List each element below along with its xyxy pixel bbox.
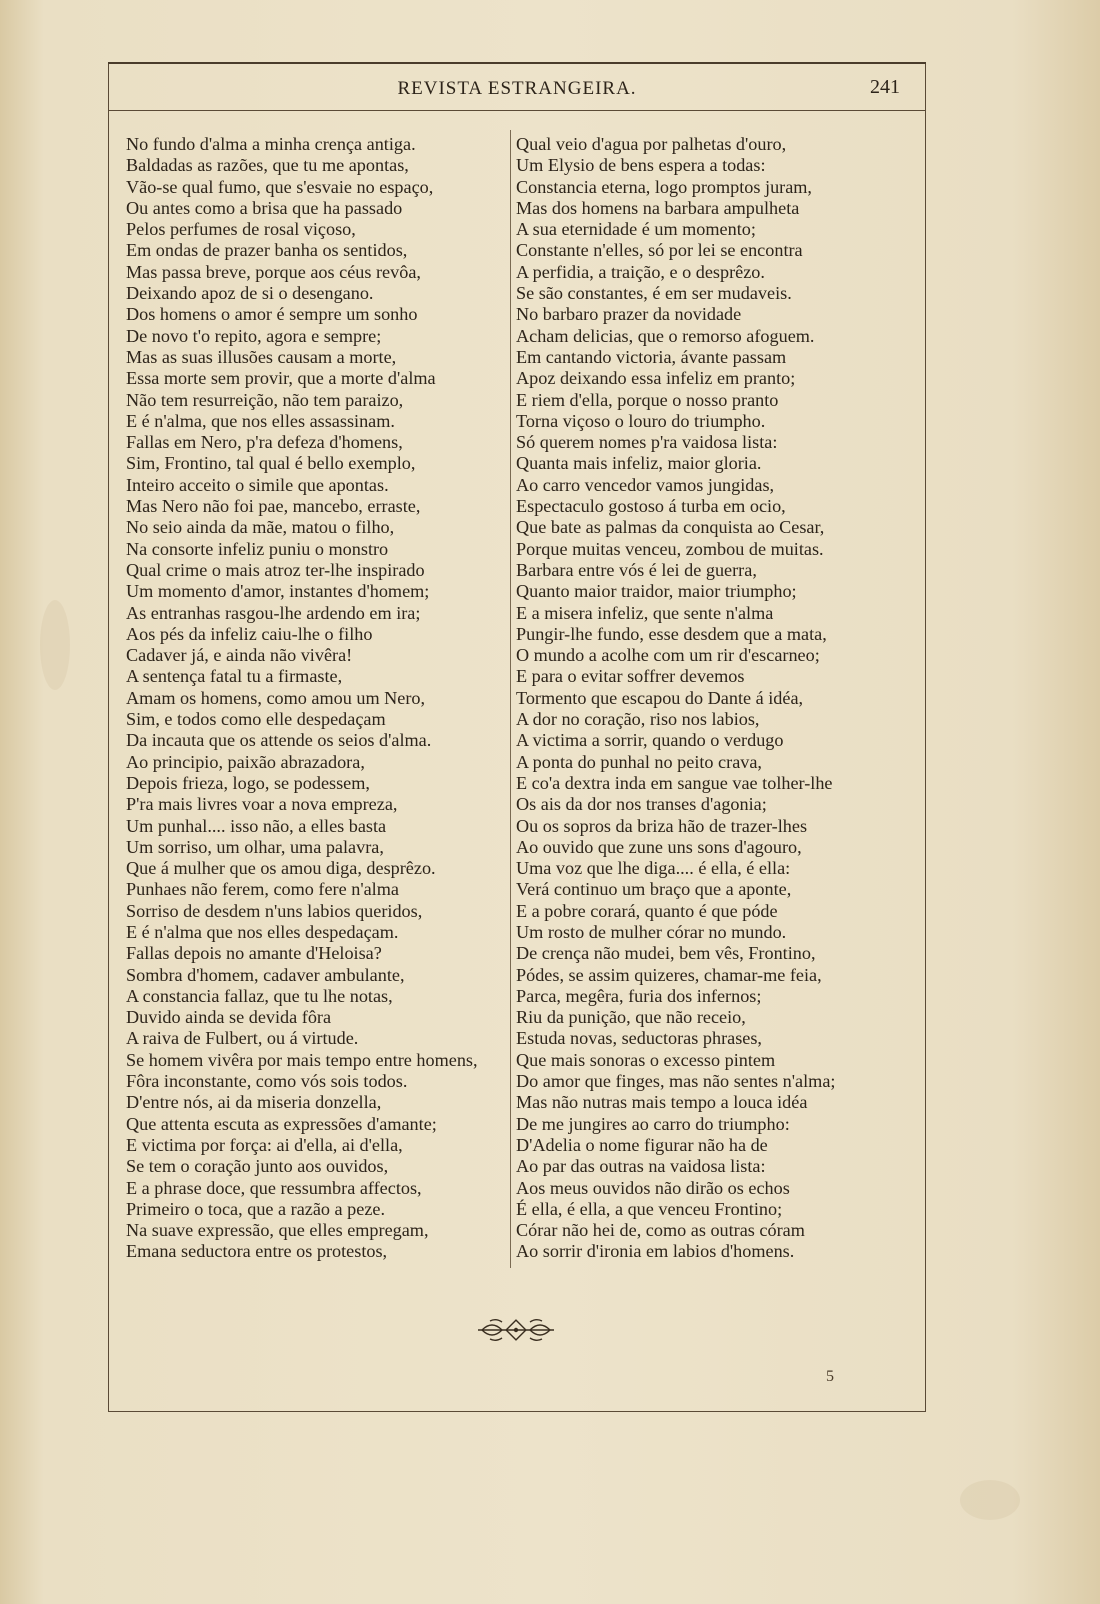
poem-line: Se tem o coração junto aos ouvidos,	[126, 1156, 389, 1177]
poem-line: Ou antes como a brisa que ha passado	[126, 197, 403, 218]
poem-line: Depois frieza, logo, se podessem,	[126, 772, 370, 793]
poem-line: A sentença fatal tu a firmaste,	[126, 666, 343, 687]
paper-stain	[960, 1480, 1020, 1520]
poem-line: Só querem nomes p'ra vaidosa lista:	[516, 432, 778, 453]
poem-line: Ao ouvido que zune uns sons d'agouro,	[516, 836, 802, 857]
poem-line: Sim, e todos como elle despedaçam	[126, 709, 386, 730]
poem-line: Um sorriso, um olhar, uma palavra,	[126, 836, 384, 857]
poem-line: Ao principio, paixão abrazadora,	[126, 751, 365, 772]
poem-line: Fôra inconstante, como vós sois todos.	[126, 1071, 408, 1092]
poem-line: D'entre nós, ai da miseria donzella,	[126, 1092, 382, 1113]
poem-line: Qual crime o mais atroz ter-lhe inspirado	[126, 559, 425, 580]
poem-line: Torna viçoso o louro do triumpho.	[516, 410, 766, 431]
poem-line: Apoz deixando essa infeliz em pranto;	[516, 368, 796, 389]
poem-line: Fallas em Nero, p'ra defeza d'homens,	[126, 432, 403, 453]
poem-line: Não tem resurreição, não tem paraizo,	[126, 389, 404, 410]
poem-line: D'Adelia o nome figurar não ha de	[516, 1134, 768, 1155]
poem-line: Baldadas as razões, que tu me apontas,	[126, 155, 409, 176]
poem-line: Um rosto de mulher córar no mundo.	[516, 921, 787, 942]
poem-line: Punhaes não ferem, como fere n'alma	[126, 879, 399, 900]
poem-line: As entranhas rasgou-lhe ardendo em ira;	[126, 602, 421, 623]
poem-line: Um momento d'amor, instantes d'homem;	[126, 581, 430, 602]
poem-line: É ella, é ella, a que venceu Frontino;	[516, 1198, 783, 1219]
poem-line: Em ondas de prazer banha os sentidos,	[126, 240, 408, 261]
poem-line: Que bate as palmas da conquista ao Cesar,	[516, 517, 825, 538]
poem-line: Se são constantes, é em ser mudaveis.	[516, 283, 792, 304]
poem-line: Da incauta que os attende os seios d'alma.	[126, 730, 432, 751]
poem-line: Emana seductora entre os protestos,	[126, 1241, 388, 1262]
poem-line: No barbaro prazer da novidade	[516, 304, 742, 325]
poem-line: P'ra mais livres voar a nova empreza,	[126, 794, 398, 815]
poem-line: Dos homens o amor é sempre um sonho	[126, 304, 418, 325]
poem-line: Ao sorrir d'ironia em labios d'homens.	[516, 1241, 795, 1262]
poem-line: De crença não mudei, bem vês, Frontino,	[516, 943, 816, 964]
poem-line: Em cantando victoria, ávante passam	[516, 346, 787, 367]
poem-line: Qual veio d'agua por palhetas d'ouro,	[516, 134, 787, 154]
poem-line: Mas não nutras mais tempo a louca idéa	[516, 1092, 808, 1113]
poem-line: A ponta do punhal no peito crava,	[516, 751, 762, 772]
end-ornament	[476, 1316, 556, 1344]
poem-line: O mundo a acolhe com um rir d'escarneo;	[516, 645, 820, 666]
poem-line: Barbara entre vós é lei de guerra,	[516, 559, 757, 580]
poem-line: A dor no coração, riso nos labios,	[516, 709, 760, 730]
poem-left-column	[126, 134, 510, 1263]
poem-line: E para o evitar soffrer devemos	[516, 666, 745, 687]
poem-line: E é n'alma que nos elles despedaçam.	[126, 921, 399, 942]
poem-line: Ao par das outras na vaidosa lista:	[516, 1156, 766, 1177]
poem-line: De me jungires ao carro do triumpho:	[516, 1113, 790, 1134]
poem-line: Aos meus ouvidos não dirão os echos	[516, 1177, 790, 1198]
poem-line: De novo t'o repito, agora e sempre;	[126, 325, 382, 346]
poem-line: Na suave expressão, que elles empregam,	[126, 1220, 429, 1241]
poem-line: Sorriso de desdem n'uns labios queridos,	[126, 900, 423, 921]
poem-line: Constante n'elles, só por lei se encontra	[516, 240, 803, 261]
poem-line: Pódes, se assim quizeres, chamar-me feia,	[516, 964, 822, 985]
poem-line: E victima por força: ai d'ella, ai d'ella,	[126, 1134, 403, 1155]
poem-line: No fundo d'alma a minha crença antiga.	[126, 134, 416, 154]
poem-line: E é n'alma, que nos elles assassinam.	[126, 410, 395, 431]
poem-line: Quanta mais infeliz, maior gloria.	[516, 453, 762, 474]
poem-line: Do amor que finges, mas não sentes n'alma;	[516, 1071, 836, 1092]
poem-line: A raiva de Fulbert, ou á virtude.	[126, 1028, 359, 1049]
poem-line: Inteiro acceito o simile que apontas.	[126, 474, 389, 495]
column-divider	[510, 130, 511, 1268]
poem-line: Riu da punição, que não receio,	[516, 1007, 746, 1028]
poem-line: Duvido ainda se devida fôra	[126, 1007, 332, 1028]
poem-line: Porque muitas venceu, zombou de muitas.	[516, 538, 824, 559]
poem-line: Deixando apoz de si o desengano.	[126, 283, 374, 304]
poem-line: Que mais sonoras o excesso pintem	[516, 1049, 776, 1070]
poem-line: Ao carro vencedor vamos jungidas,	[516, 474, 775, 495]
poem-line: Se homem vivêra por mais tempo entre homens,	[126, 1049, 478, 1070]
poem-line: Um punhal.... isso não, a elles basta	[126, 815, 387, 836]
poem-line: Sombra d'homem, cadaver ambulante,	[126, 964, 405, 985]
poem-line: Verá continuo um braço que a aponte,	[516, 879, 792, 900]
poem-line: Uma voz que lhe diga.... é ella, é ella:	[516, 858, 791, 879]
poem-line: Quanto maior traidor, maior triumpho;	[516, 581, 797, 602]
signature-mark: 5	[826, 1368, 834, 1385]
poem-line: Um Elysio de bens espera a todas:	[516, 155, 766, 176]
poem-line: Mas as suas illusões causam a morte,	[126, 346, 397, 367]
page-number: 241	[870, 76, 900, 98]
poem-line: Constancia eterna, logo promptos juram,	[516, 176, 812, 197]
poem-line: Espectaculo gostoso á turba em ocio,	[516, 496, 786, 517]
header-rule	[108, 110, 926, 111]
poem-line: Cadaver já, e ainda não vivêra!	[126, 645, 353, 666]
poem-line: Sim, Frontino, tal qual é bello exemplo,	[126, 453, 416, 474]
poem-line: Ou os sopros da briza hão de trazer-lhes	[516, 815, 808, 836]
poem-line: Tormento que escapou do Dante á idéa,	[516, 687, 804, 708]
poem-line: E a phrase doce, que ressumbra affectos,	[126, 1177, 422, 1198]
poem-line: Fallas depois no amante d'Heloisa?	[126, 943, 382, 964]
poem-line: Essa morte sem provir, que a morte d'alma	[126, 368, 436, 389]
running-title: REVISTA ESTRANGEIRA.	[397, 78, 637, 99]
poem-line: Amam os homens, como amou um Nero,	[126, 687, 426, 708]
poem-line: Pungir-lhe fundo, esse desdem que a mata,	[516, 623, 827, 644]
poem-line: A victima a sorrir, quando o verdugo	[516, 730, 784, 751]
poem-line: Aos pés da infeliz caiu-lhe o filho	[126, 623, 373, 644]
poem-line: Acham delicias, que o remorso afoguem.	[516, 325, 815, 346]
paper-stain	[40, 600, 70, 690]
poem-line: Parca, megêra, furia dos infernos;	[516, 985, 762, 1006]
poem-line: Que attenta escuta as expressões d'amante;	[126, 1113, 437, 1134]
poem-line: Pelos perfumes de rosal viçoso,	[126, 219, 356, 240]
poem-line: No seio ainda da mãe, matou o filho,	[126, 517, 395, 538]
poem-line: E riem d'ella, porque o nosso pranto	[516, 389, 779, 410]
top-rule	[108, 62, 926, 64]
poem-line: E a misera infeliz, que sente n'alma	[516, 602, 774, 623]
poem-line: Os ais da dor nos transes d'agonia;	[516, 794, 767, 815]
poem-line: Mas Nero não foi pae, mancebo, erraste,	[126, 496, 421, 517]
poem-line: E a pobre corará, quanto é que póde	[516, 900, 778, 921]
poem-line: A sua eternidade é um momento;	[516, 219, 756, 240]
poem-line: Mas dos homens na barbara ampulheta	[516, 197, 800, 218]
poem-line: Estuda novas, seductoras phrases,	[516, 1028, 762, 1049]
poem-line: A constancia fallaz, que tu lhe notas,	[126, 985, 393, 1006]
poem-line: Primeiro o toca, que a razão a peze.	[126, 1198, 386, 1219]
poem-line: Córar não hei de, como as outras córam	[516, 1220, 805, 1241]
poem-line: Na consorte infeliz puniu o monstro	[126, 538, 389, 559]
poem-line: E co'a dextra inda em sangue vae tolher-lhe	[516, 772, 833, 793]
poem-right-column	[516, 134, 906, 1263]
running-head	[108, 78, 926, 108]
poem-line: Vão-se qual fumo, que s'esvaie no espaço,	[126, 176, 434, 197]
poem-line: Mas passa breve, porque aos céus revôa,	[126, 261, 421, 282]
poem-line: Que á mulher que os amou diga, desprêzo.	[126, 858, 436, 879]
poem-line: A perfidia, a traição, e o desprêzo.	[516, 261, 765, 282]
